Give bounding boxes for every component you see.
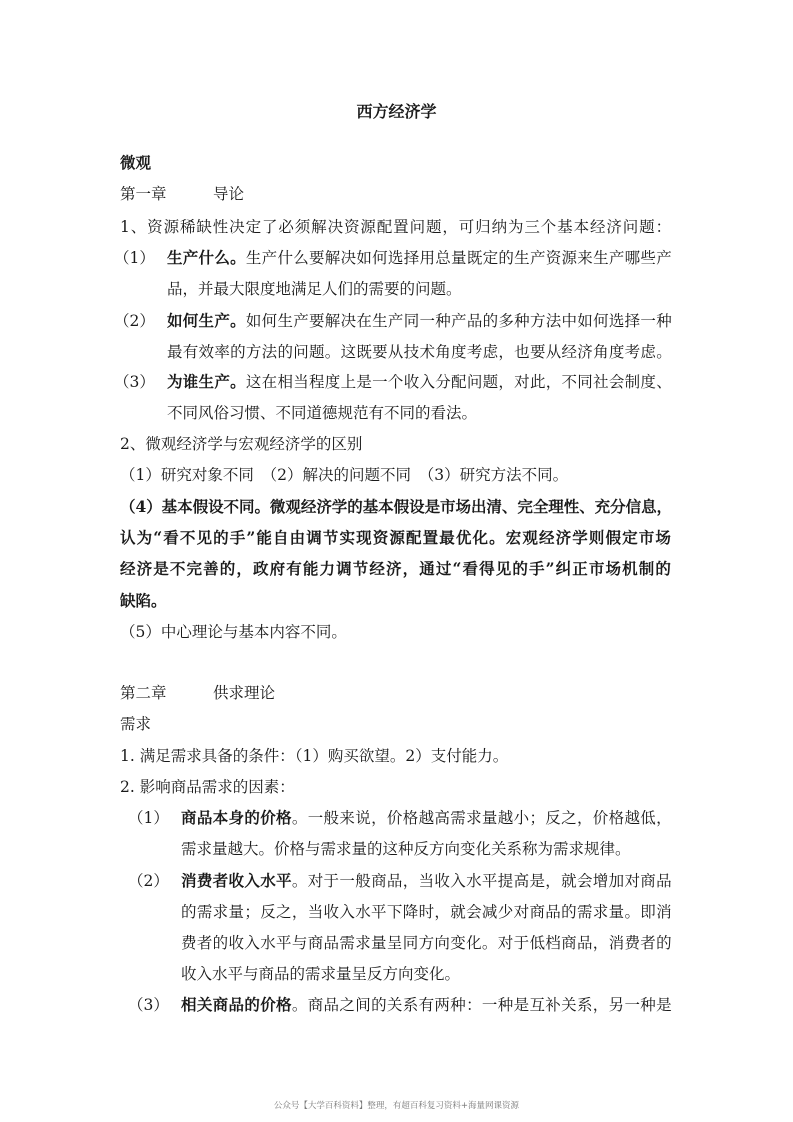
text-run: 生产什么要解决如何选择用总量既定的生产资源来生产哪些产 xyxy=(245,249,672,267)
text-run: 需求 xyxy=(120,715,152,733)
text-line xyxy=(120,217,672,237)
text-run: （1）研究对象不同 （2）解决的问题不同 （3）研究方法不同。 xyxy=(120,466,569,484)
text-line xyxy=(181,933,672,953)
bold-text: 微观 xyxy=(120,153,152,172)
bold-text: 生产什么。 xyxy=(167,248,246,267)
text-line xyxy=(181,808,672,828)
text-run: 不同风俗习惯、不同道德规范有不同的看法。 xyxy=(167,404,478,422)
text-line xyxy=(181,839,631,859)
text-line xyxy=(120,465,568,485)
bold-text: 消费者收入水平 xyxy=(181,871,292,890)
item-number: （3） xyxy=(128,996,169,1014)
text-line xyxy=(181,995,672,1015)
text-line xyxy=(120,591,167,611)
item-number: （3） xyxy=(114,373,155,391)
bold-text: 相关商品的价格 xyxy=(181,995,292,1014)
text-run: 。商品之间的关系有两种：一种是互补关系，另一种是 xyxy=(291,996,672,1014)
text-run: 2、微观经济学与宏观经济学的区别 xyxy=(120,435,363,453)
text-run: 。一般来说，价格越高需求量越小；反之，价格越低， xyxy=(291,809,672,827)
bold-text: 为谁生产。 xyxy=(167,372,246,391)
bold-text: 缺陷。 xyxy=(120,591,167,610)
text-run: 2. 影响商品需求的因素： xyxy=(120,778,295,796)
text-line xyxy=(181,964,460,984)
text-line xyxy=(120,434,362,454)
text-line xyxy=(167,403,477,423)
text-line xyxy=(167,311,672,331)
text-line xyxy=(167,372,672,392)
item-number: （2） xyxy=(114,312,155,330)
text-line xyxy=(120,683,275,703)
document-title: 西方经济学 xyxy=(356,102,437,121)
bold-text: （4）基本假设不同。微观经济学的基本假设是市场出清、完全理性、充分信息， xyxy=(120,497,672,516)
text-run: 如何生产要解决在生产同一种产品的多种方法中如何选择一种 xyxy=(245,312,672,330)
bold-text: 商品本身的价格 xyxy=(181,808,292,827)
text-run: 品，并最大限度地满足人们的需要的问题。 xyxy=(167,280,462,298)
text-run: 。对于一般商品，当收入水平提高是，就会增加对商品 xyxy=(291,872,672,890)
text-line xyxy=(120,746,508,766)
text-line xyxy=(120,184,244,204)
text-line xyxy=(120,622,347,642)
text-line xyxy=(167,342,672,362)
text-run: 收入水平与商品的需求量呈反方向变化。 xyxy=(181,965,461,983)
text-run: 第一章 导论 xyxy=(120,185,245,203)
bold-text: 经济是不完善的，政府有能力调节经济，通过“看得见的手”纠正市场机制的 xyxy=(120,559,672,578)
item-number: （1） xyxy=(128,809,169,827)
text-line xyxy=(167,279,462,299)
text-line xyxy=(167,248,672,268)
text-run: 1. 满足需求具备的条件：（1）购买欲望。2）支付能力。 xyxy=(120,747,509,765)
text-line xyxy=(120,777,295,797)
text-line xyxy=(120,497,672,517)
text-run: 第二章 供求理论 xyxy=(120,684,276,702)
text-line xyxy=(120,153,151,173)
text-line xyxy=(120,559,672,579)
item-number: （2） xyxy=(128,872,169,890)
item-number: （1） xyxy=(114,249,155,267)
text-line xyxy=(181,902,672,922)
text-run: 需求量越大。价格与需求量的这种反方向变化关系称为需求规律。 xyxy=(181,840,631,858)
text-line xyxy=(120,714,151,734)
text-line xyxy=(120,528,672,548)
bold-text: 如何生产。 xyxy=(167,311,246,330)
text-run: 的需求量；反之，当收入水平下降时，就会减少对商品的需求量。即消 xyxy=(181,903,672,921)
text-run: （5）中心理论与基本内容不同。 xyxy=(120,623,347,641)
text-run: 1、资源稀缺性决定了必须解决资源配置问题，可归纳为三个基本经济问题： xyxy=(120,218,672,236)
text-run: 费者的收入水平与商品需求量呈同方向变化。对于低档商品，消费者的 xyxy=(181,934,672,952)
bold-text: 认为“看不见的手”能自由调节实现资源配置最优化。宏观经济学则假定市场 xyxy=(120,528,672,547)
text-run: 这在相当程度上是一个收入分配问题，对此，不同社会制度、 xyxy=(245,373,672,391)
text-line xyxy=(181,871,672,891)
text-run: 最有效率的方法的问题。这既要从技术角度考虑，也要从经济角度考虑。 xyxy=(167,343,672,361)
footer-watermark: 公众号【大学百科资料】整理，有超百科复习资料+海量网课资源 xyxy=(273,1101,520,1111)
